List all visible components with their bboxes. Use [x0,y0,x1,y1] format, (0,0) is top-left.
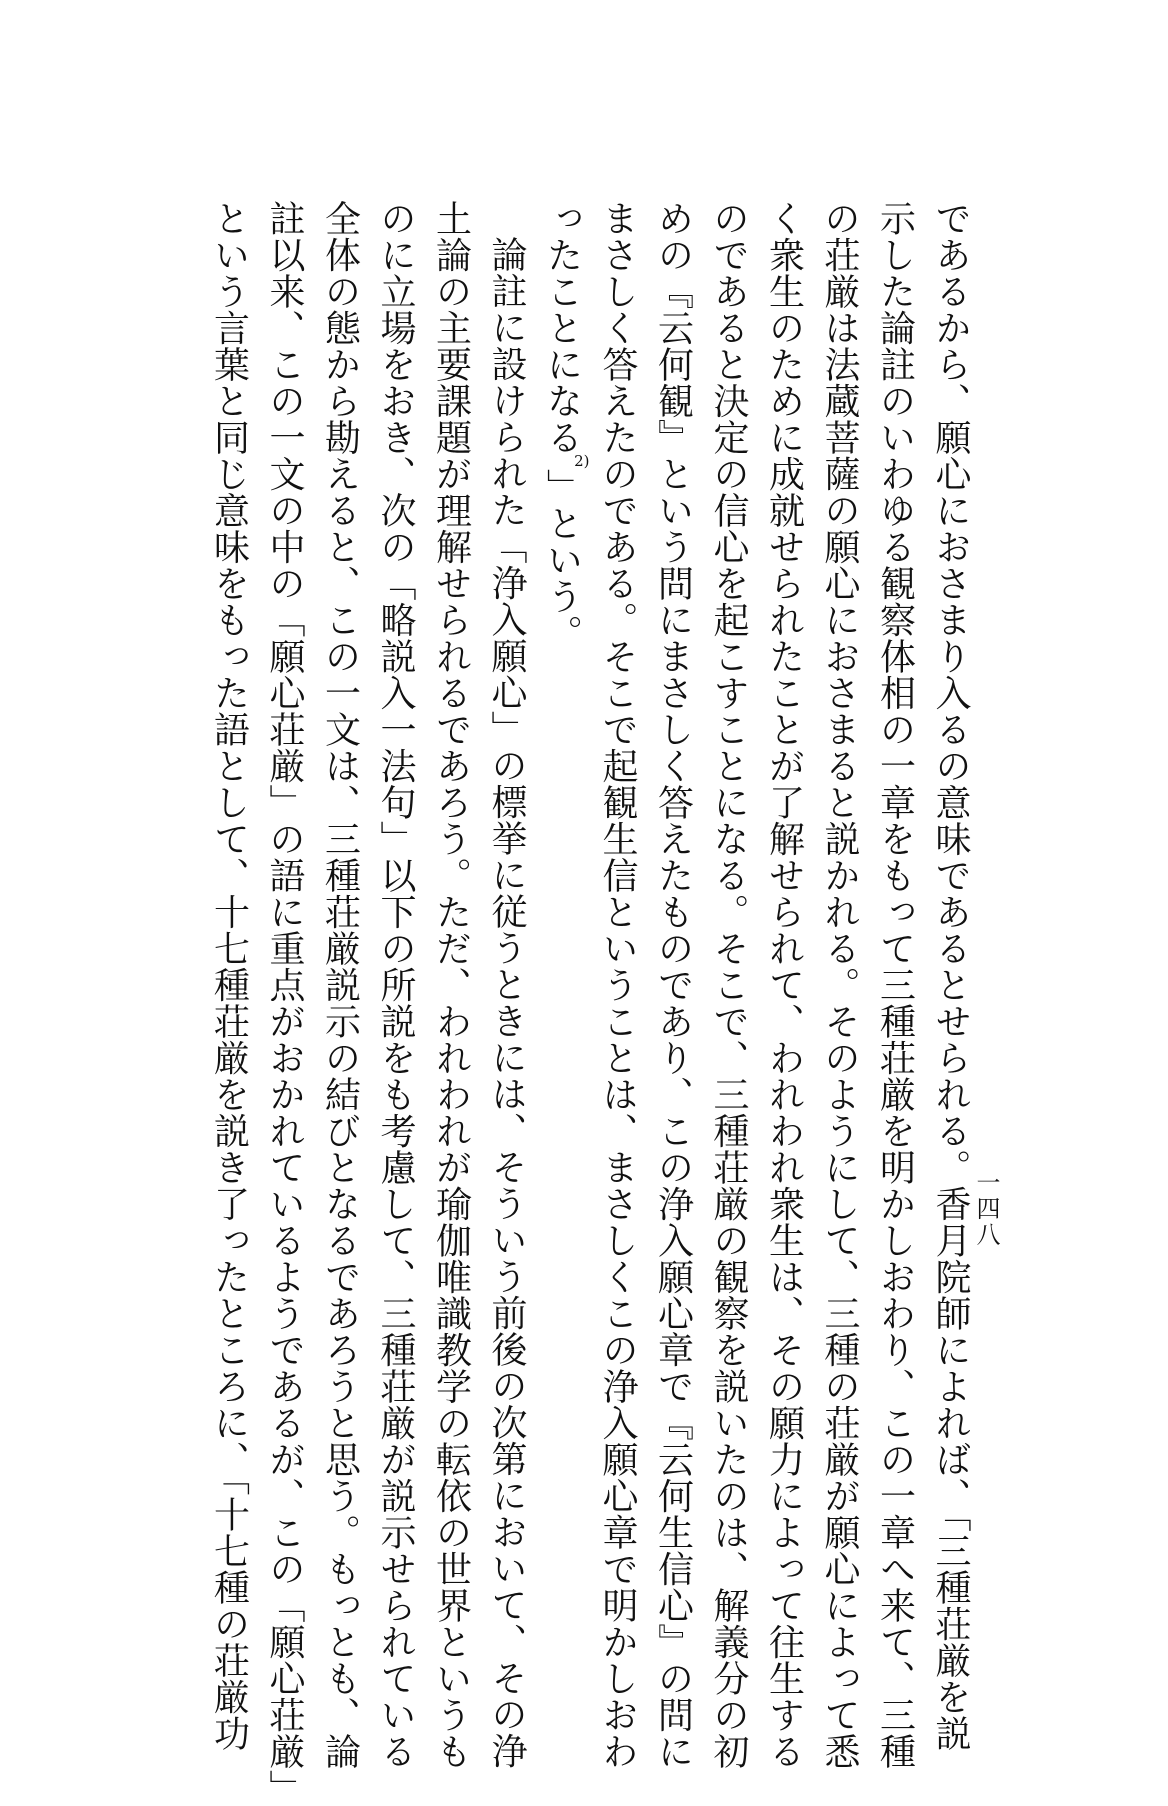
text-line: まさしく答えたのである。そこで起観生信ということは、まさしくこの浄入願心章で明かしおわ [597,200,638,1770]
text-line: 土論の主要課題が理解せられるであろう。ただ、われわれが瑜伽唯識教学の転依の世界というも [430,200,472,1770]
body-text [201,200,978,1806]
text-segment: 」という。 [541,468,583,651]
text-line: 論註に設けられた「浄入願心」の標挙に従うときには、そういう前後の次第において、その浄 [486,236,527,1769]
page-number: 一四八 [972,1170,1000,1248]
text-line: という言葉と同じ意味をもった語として、十七種荘厳を説き了ったところに、「十七種の荘厳功 [208,200,250,1752]
text-line: のに立場をおき、次の「略説入一法句」以下の所説をも考慮して、三種荘厳が説示せられている [375,200,416,1770]
text-line: であるから、願心におさまり入るの意味であるとせられる。香月院師によれば、「三種荘厳を説 [930,200,971,1752]
text-line: のであると決定の信心を起こすことになる。そこで、三種荘厳の観察を説いたのは、解義分の初 [708,200,749,1770]
text-line-with-note [534,200,590,1490]
footnote-marker: 2) [574,451,590,470]
text-line: く衆生のために成就せられたことが了解せられて、われわれ衆生は、その願力によって往生する [763,200,805,1770]
text-line: の荘厳は法蔵菩薩の願心におさまると説かれる。そのようにして、三種の荘厳が願心によって悉 [819,200,860,1770]
text-line: 全体の態から勘えると、この一文は、三種荘厳説示の結びとなるであろうと思う。もっとも、論 [319,200,361,1770]
text-line: めの『云何観』という問にまさしく答えたものであり、この浄入願心章で『云何生信心』の問に [652,200,694,1770]
text-line: 示した論註のいわゆる観察体相の一章をもって三種荘厳を明かしおわり、この一章へ来て、三種 [874,200,916,1770]
text-line: 註以来、この一文の中の「願心荘厳」の語に重点がおかれているようであるが、この「願心荘厳」 [264,200,305,1806]
text-segment: ったことになる [541,200,583,456]
